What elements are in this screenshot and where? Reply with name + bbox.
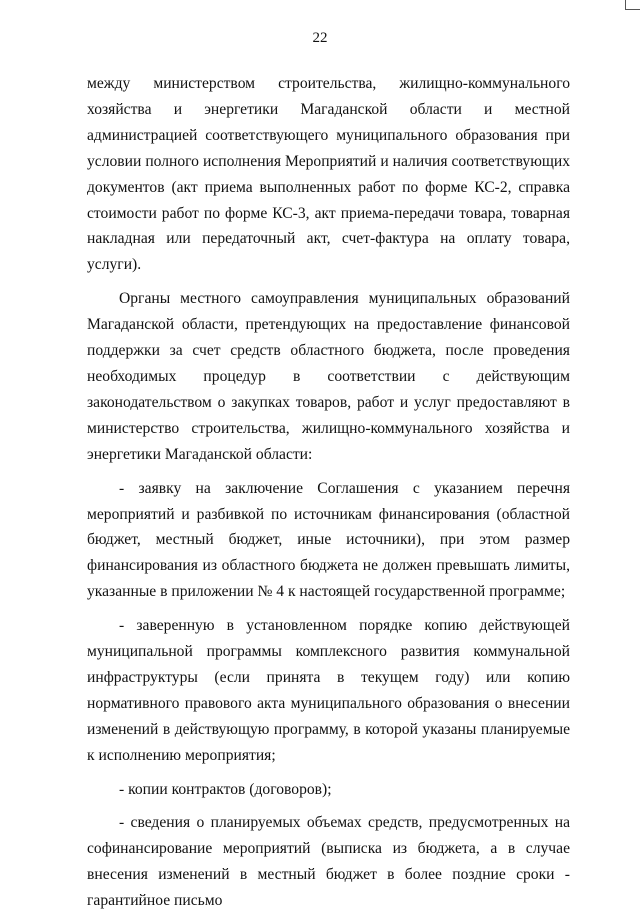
- list-item-cofinancing: - сведения о планируемых объемах средств, предусмотренных на софинансирование мероприятий (выписка из бюджета, а в случае внесения изменений в местный бюджет в более поздние сроки - гарантийное письмо: [87, 814, 570, 910]
- paragraph-local-authorities: Органы местного самоуправления муниципальных образований Магаданской области, претендующих на предоставление финансовой поддержки за счет средств областного бюджета, после проведения необходимых процедур в соответствии с действующим законодательством о закупках товаров, работ и услуг предоставляют в министерство строительства, жилищно-коммунального хозяйства и энергетики Магаданской области:: [87, 290, 570, 463]
- paragraph-gap: [87, 468, 570, 476]
- list-item-contracts: - копии контрактов (договоров);: [119, 780, 332, 798]
- list-item-application: - заявку на заключение Соглашения с указанием перечня мероприятий и разбивкой по источникам финансирования (областной бюджет, местный бюджет, иные источники), при этом размер финансирования из областного бюджета не должен превышать лимиты, указанные в приложении № 4 к настоящей государственной программе;: [87, 479, 570, 601]
- paragraph-gap: [87, 278, 570, 286]
- paragraph-gap: [87, 605, 570, 613]
- list-item-program-copy: - заверенную в установленном порядке копию действующей муниципальной программы комплексного развития коммунальной инфраструктуры (если принята в текущем году) или копию нормативного правового акта муниципального образования о внесении изменений в действующую программу, в которой указаны планируемые к исполнению мероприятия;: [87, 617, 570, 764]
- paragraph-continuation: между министерством строительства, жилищно-коммунального хозяйства и энергетики Магаданской области и местной администрацией соответствующего муниципального образования при условии полного исполнения Мероприятий и наличия соответствующих документов (акт приема выполненных работ по форме КС-2, справка стоимости работ по форме КС-3, акт приема-передачи товара, товарная накладная или передаточный акт, счет-фактура на оплату товара, услуги).: [87, 75, 570, 274]
- page-number: 22: [312, 30, 328, 46]
- paragraph-gap: [87, 769, 570, 777]
- page-corner-mark: [625, 0, 640, 10]
- paragraph-gap: [87, 802, 570, 810]
- document-body: [87, 71, 570, 914]
